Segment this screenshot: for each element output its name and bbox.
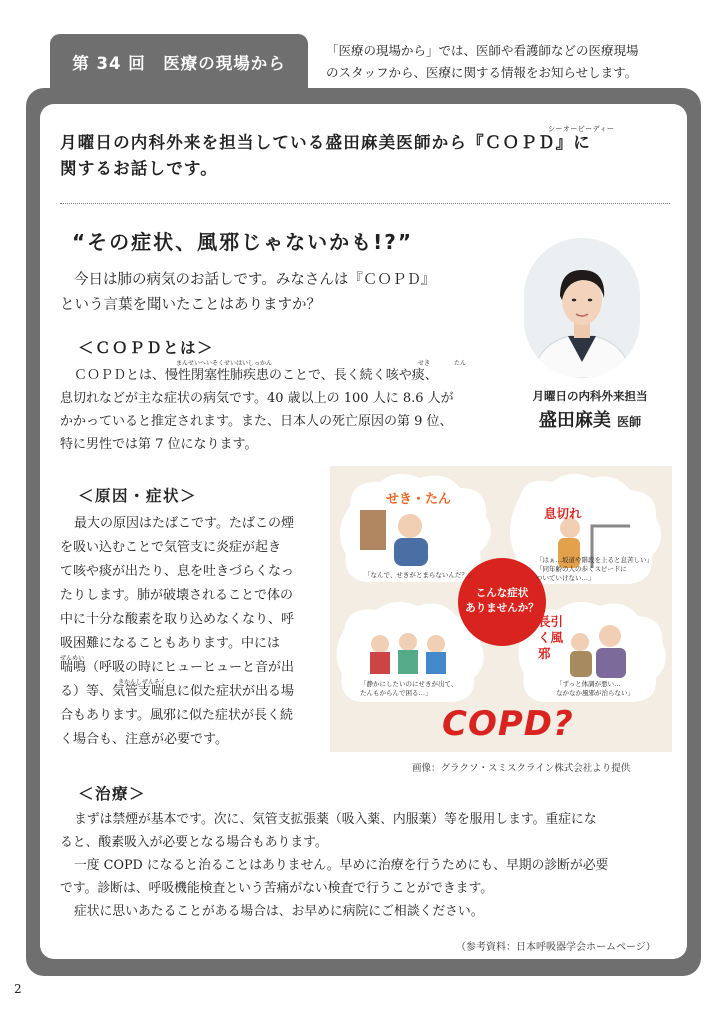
copd-ruby: シーオービーディー [548,125,615,133]
treatment-heading: ＜治療＞ [78,785,147,803]
treatment-line-5: 症状に思いあたることがある場合は、お早めに病院にご相談ください。 [74,904,484,919]
bubble-4-line-2: なかなか風邪が治らない」 [556,689,634,697]
center-line-2: ありませんか？ [465,602,539,614]
zenmei-ruby: ぜんめい [60,655,85,662]
treatment-line-1: まずは禁煙が基本です。次に、気管支拡張薬（吸入薬、内服薬）等を服用します。重症にな [74,812,597,827]
reference-note: （参考資料：日本呼吸器学会ホームページ） [456,942,656,953]
bubble-4-line-1: 「ずっと体調が悪い… [556,680,621,688]
bubble-2-line-1: 「はぁ…坂道や階段を上ると息苦しい」 [536,556,653,564]
cause-line-7-wrap [60,656,322,680]
cause-line-2: を吸い込むことで気管支に炎症が起き [60,540,282,555]
seki-ruby: せき [418,360,431,367]
copd-big-text: COPD? [442,704,574,744]
cause-line-9: 合もあります。風邪に似た症状が長く続 [60,708,293,723]
bubble-3-line-1: 「静かにしたいのにせきが出て、 [360,680,458,688]
cause-line-10: く場合も、注意が必要です。 [60,732,228,747]
copd-body [60,358,500,456]
doctor-role: 月曜日の内科外来担当 [532,389,648,403]
lead-line-1: 月曜日の内科外来を担当している盛田麻美医師から『ＣＯＰＤ』に [60,133,591,152]
doctor-portrait-image [524,238,640,378]
copd-heading: ＜ＣＯＰＤとは＞ [78,339,215,357]
cause-line-5: 中に十分な酸素を取り込めなくなり、呼 [60,612,295,627]
tan-ruby: たん [454,360,467,367]
copd-line-4: 特に男性では第 7 位になります。 [60,437,258,452]
cause-body [60,512,322,752]
cause-line-3: て咳や痰が出たり、息を吐きづらくなっ [60,564,295,579]
bubble-4 [556,680,634,698]
cause-line-4: たりします。肺が破壊されることで体の [60,588,293,603]
lead-line-2: 関するお話しです。 [60,159,218,178]
bubble-1: 「なんで、せきがとまらないんだ？」 [364,571,475,579]
header-intro [326,40,706,84]
bubble-2-line-3: ついていけない…」 [536,574,595,582]
copd-line-1: ＣＯＰＤとは、慢性閉塞性肺疾患のことで、長く続く咳や痰、 [74,368,438,383]
series-tab-label: 第 34 回 医療の現場から [72,54,286,73]
doctor-photo [524,238,640,378]
series-tab [50,34,308,90]
kikanshi-ruby: きかんしぜんそく [118,679,167,686]
copd-line-2: 息切れなどが主な症状の病気です。40 歳以上の 100 人に 8.6 人が [60,391,454,406]
copd-line-3: かかっていると推定されます。また、日本人の死亡原因の第 9 位、 [60,414,453,429]
cause-line-7: 喘鳴（呼吸の時にヒューヒューと音が出 [60,660,295,675]
cause-line-8: る）等、気管支喘息に似た症状が出る場 [60,684,295,699]
lead-text [60,130,680,182]
treatment-line-3: 一度 COPD になると治ることはありません。早めに治療を行うためにも、早期の診断が必要 [74,858,609,873]
label-nagabiku: 長引く風邪 [538,614,564,661]
intro-line-1: 「医療の現場から」では、医師や看護師などの医療現場 [326,43,639,58]
center-question [460,586,544,616]
bubble-3-line-2: たんもからんで困る…」 [360,689,432,697]
cause-heading: ＜原因・症状＞ [78,487,198,505]
dotted-divider [60,203,670,204]
intro-line-2: のスタッフから、医療に関する情報をお知らせします。 [326,65,638,80]
treatment-line-4: です。診断は、呼吸機能検査という苦痛がない検査で行うことができます。 [60,881,494,896]
cause-line-6: 吸困難になることもあります。中には [60,636,280,651]
treatment-body [60,808,682,923]
cause-line-8-wrap [60,680,322,704]
treatment-line-2: ると、酸素吸入が必要となる場合もあります。 [60,835,328,850]
center-line-1: こんな症状 [475,587,529,599]
doctor-name: 盛田麻美 [538,410,611,431]
intro-paragraph [60,268,500,318]
doctor-name-line [510,406,670,432]
bubble-3 [360,680,457,698]
intro-para-line-1: 今日は肺の病気のお話しです。みなさんは『ＣＯＰＤ』 [74,272,436,288]
doctor-title: 医師 [617,415,642,429]
image-credit: 画像：グラクソ・スミスクライン株式会社より提供 [412,763,631,774]
intro-para-line-2: という言葉を聞いたことはありますか？ [60,297,321,313]
cause-line-1: 最大の原因はたばこです。たばこの煙 [74,516,294,531]
label-ikigire: 息切れ [544,506,582,521]
label-seki-tan: せき・たん [386,492,452,507]
bubble-2 [536,556,653,583]
headline: “その症状、風邪じゃないかも!?” [72,230,414,254]
copd-symptoms-illustration [330,466,672,752]
bubble-2-line-2: 「同年齢の人の歩くスピードに [536,565,627,573]
copd-disease-ruby: まんせいへいそくせいはいしっかん [176,360,273,367]
page-number: 2 [14,982,22,996]
